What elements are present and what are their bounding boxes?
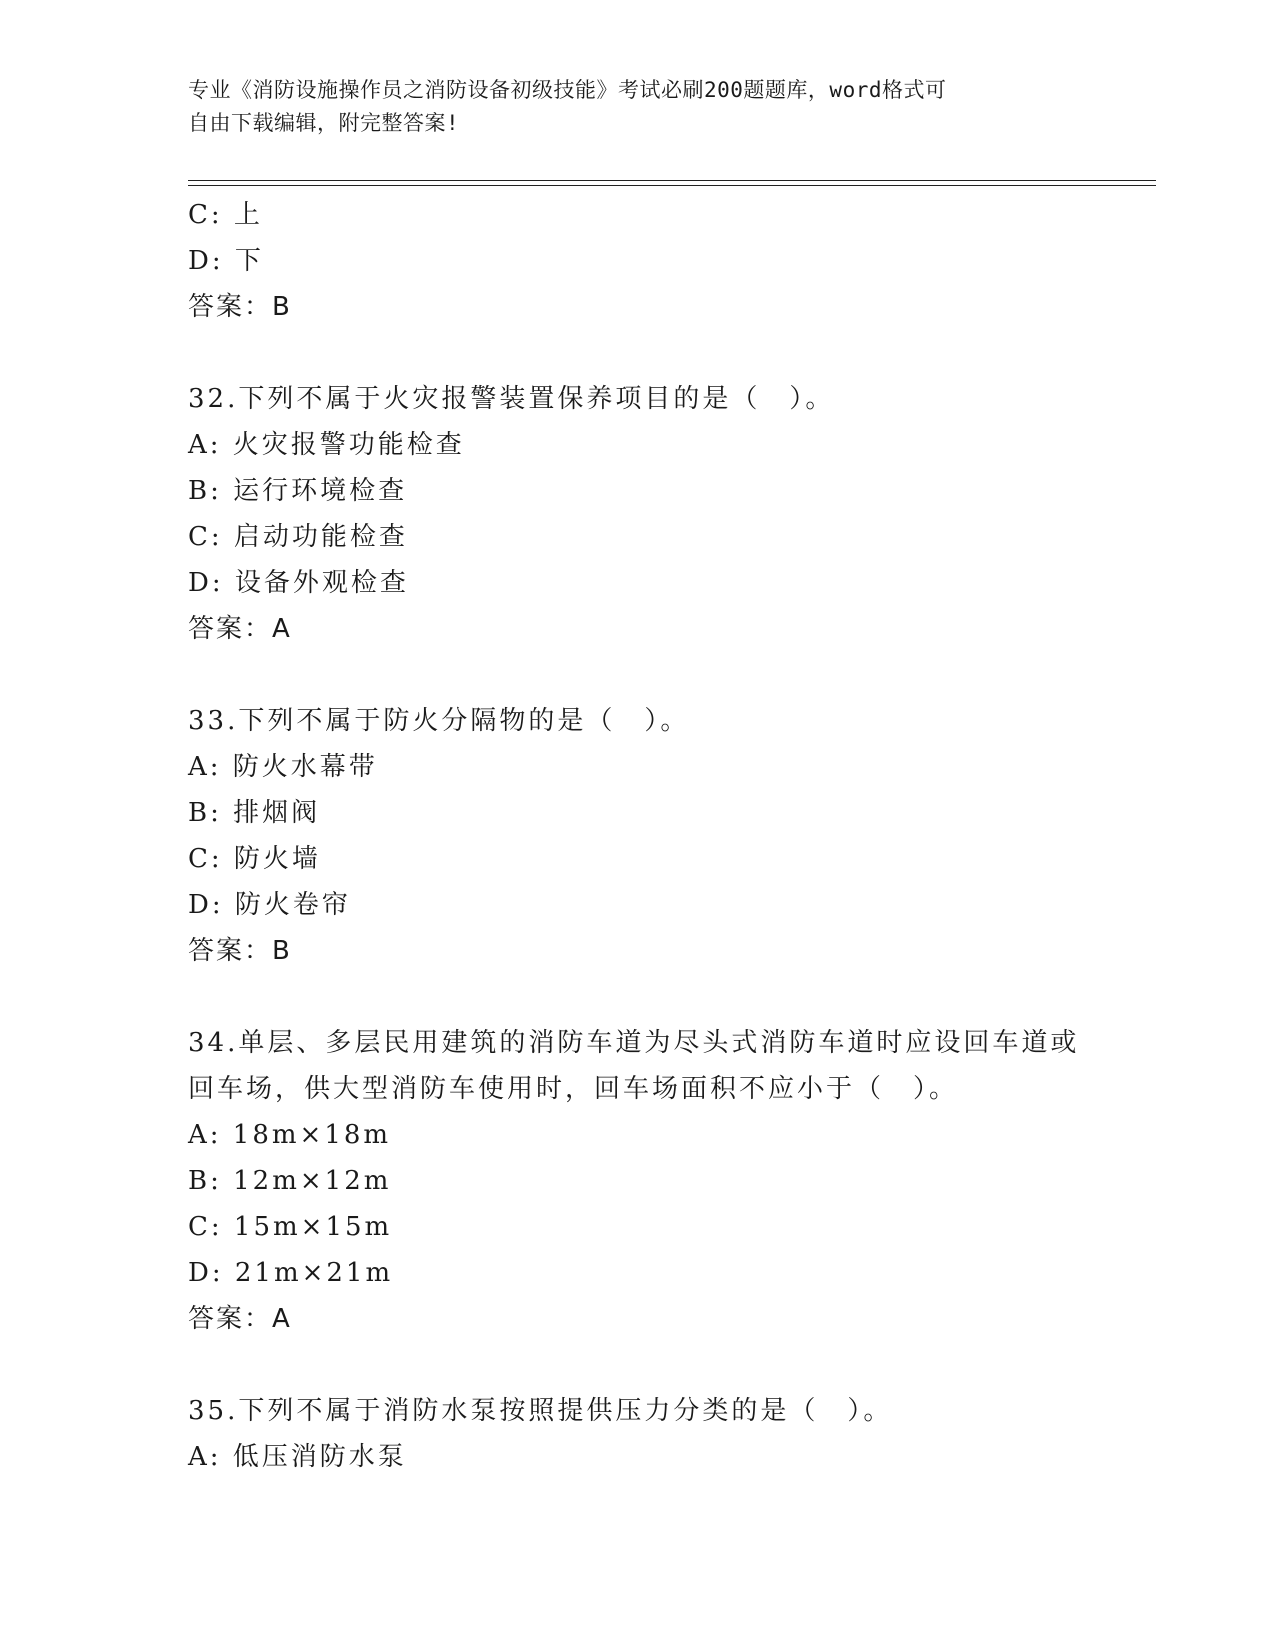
question-text-line-1: 34.单层、多层民用建筑的消防车道为尽头式消防车道时应设回车道或: [188, 1028, 1080, 1058]
question-text: 35.下列不属于消防水泵按照提供压力分类的是（ ）。: [188, 1396, 893, 1426]
answer: 答案：B: [188, 292, 292, 322]
option-a: A: 火灾报警功能检查: [188, 430, 465, 460]
answer: 答案：A: [188, 614, 292, 644]
option-d: D: 下: [188, 246, 264, 276]
question-text-line-2: 回车场，供大型消防车使用时，回车场面积不应小于（ ）。: [188, 1074, 959, 1104]
answer: 答案：A: [188, 1304, 292, 1334]
question-35: [188, 1388, 1088, 1480]
header-divider-bottom: [188, 185, 1156, 186]
question-34: [188, 1020, 1088, 1342]
spacer: [188, 330, 1088, 376]
option-c: C: 上: [188, 200, 263, 230]
header-divider-top: [188, 180, 1156, 181]
spacer: [188, 652, 1088, 698]
option-a: A: 防火水幕带: [188, 752, 378, 782]
option-b: B: 12m×12m: [188, 1166, 392, 1196]
option-a: A: 低压消防水泵: [188, 1442, 407, 1472]
option-d: D: 21m×21m: [188, 1258, 394, 1288]
question-text: 33.下列不属于防火分隔物的是（ ）。: [188, 706, 690, 736]
spacer: [188, 974, 1088, 1020]
spacer: [188, 1342, 1088, 1388]
header-line-2: 自由下载编辑，附完整答案!: [188, 111, 460, 135]
option-d: D: 设备外观检查: [188, 568, 409, 598]
question-list: [188, 192, 1088, 1480]
option-c: C: 启动功能检查: [188, 522, 408, 552]
question-33: [188, 698, 1088, 974]
option-c: C: 15m×15m: [188, 1212, 393, 1242]
document-header: [188, 74, 1088, 140]
option-a: A: 18m×18m: [188, 1120, 392, 1150]
answer: 答案：B: [188, 936, 292, 966]
question-text: 32.下列不属于火灾报警装置保养项目的是（ ）。: [188, 384, 835, 414]
option-b: B: 运行环境检查: [188, 476, 408, 506]
question-31-tail: [188, 192, 1088, 330]
option-d: D: 防火卷帘: [188, 890, 351, 920]
option-c: C: 防火墙: [188, 844, 321, 874]
option-b: B: 排烟阀: [188, 798, 321, 828]
header-line-1: 专业《消防设施操作员之消防设备初级技能》考试必刷200题题库，word格式可: [188, 78, 947, 102]
question-32: [188, 376, 1088, 652]
